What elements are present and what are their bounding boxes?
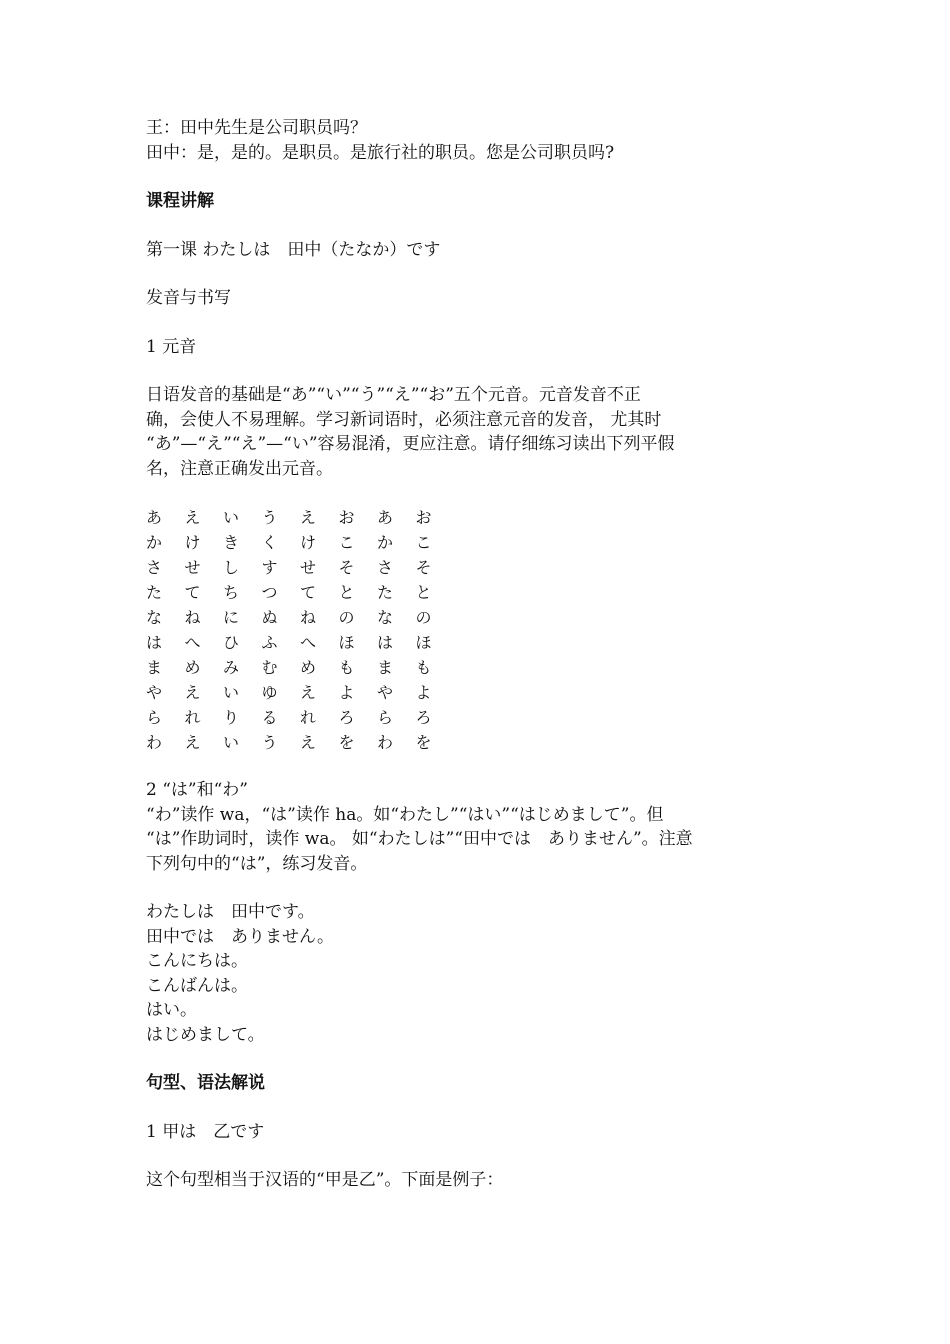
kana-cell: い [223, 683, 240, 702]
kana-cell: た [146, 583, 163, 602]
kana-cell: み [223, 658, 240, 677]
kana-cell: か [146, 533, 163, 552]
practice-sentence: こんにちは。 [146, 951, 248, 971]
pattern-heading: 1 甲は 乙です [146, 1121, 265, 1142]
kana-cell: す [261, 558, 278, 577]
kana-cell: へ [300, 633, 317, 652]
kana-cell: と [415, 583, 432, 602]
practice-sentence: わたしは 田中です。 [146, 902, 315, 922]
kana-cell: あ [377, 508, 394, 527]
kana-cell: え [300, 733, 317, 752]
kana-cell: に [223, 608, 240, 627]
kana-cell: ぬ [261, 608, 278, 627]
practice-sentence-list [146, 900, 816, 1047]
kana-cell: ら [146, 708, 163, 727]
vowel-heading: 1 元音 [146, 336, 197, 357]
paragraph-line: 日语发音的基础是“あ”“い”“う”“え”“お”五个元音。元音发音不正 [146, 385, 641, 405]
kana-cell: わ [377, 733, 394, 752]
section-heading-lesson-explanation: 课程讲解 [146, 191, 214, 211]
kana-cell: あ [146, 508, 163, 527]
kana-cell: し [223, 558, 240, 577]
kana-cell: ほ [415, 633, 432, 652]
kana-cell: の [415, 608, 432, 627]
kana-cell: む [261, 658, 278, 677]
pronunciation-title: 发音与书写 [146, 288, 231, 308]
kana-cell: り [223, 708, 240, 727]
lesson-title: 第一课 わたしは 田中（たなか）です [146, 239, 441, 260]
practice-sentence: こんばんは。 [146, 975, 248, 996]
kana-cell: え [184, 683, 201, 702]
kana-cell: は [377, 633, 394, 652]
kana-cell: よ [338, 683, 355, 702]
kana-cell: さ [146, 558, 163, 577]
paragraph-line: 确，会使人不易理解。学习新词语时，必须注意元音的发音， 尤其时 [146, 409, 662, 430]
paragraph-line: 名，注意正确发出元音。 [146, 458, 333, 479]
kana-cell: や [146, 683, 163, 702]
kana-cell: え [184, 733, 201, 752]
kana-cell: そ [415, 558, 432, 577]
kana-cell: こ [338, 533, 355, 552]
kana-cell: え [300, 683, 317, 702]
kana-cell: の [338, 608, 355, 627]
kana-cell: か [377, 533, 394, 552]
kana-cell: を [338, 733, 355, 752]
kana-cell: ま [146, 658, 163, 677]
vowel-paragraph [146, 383, 811, 481]
kana-cell: く [261, 533, 278, 552]
kana-cell: そ [338, 558, 355, 577]
paragraph-line: “あ”—“え”“え”—“い”容易混淆，更应注意。请仔细练习读出下列平假 [146, 434, 675, 454]
kana-cell: う [261, 733, 278, 752]
kana-cell: せ [184, 558, 201, 577]
kana-cell: ほ [338, 633, 355, 652]
kana-practice-table [146, 505, 816, 755]
kana-cell: て [184, 583, 201, 602]
kana-cell: け [300, 533, 317, 552]
kana-cell: め [300, 658, 317, 677]
kana-cell: ら [377, 708, 394, 727]
kana-cell: わ [146, 733, 163, 752]
kana-cell: さ [377, 558, 394, 577]
ha-wa-heading: 2 “は”和“わ” [146, 780, 248, 800]
kana-cell: を [415, 733, 432, 752]
kana-cell: ま [377, 658, 394, 677]
kana-cell: え [184, 508, 201, 527]
kana-cell: れ [184, 708, 201, 727]
kana-cell: ゆ [261, 683, 278, 702]
kana-cell: め [184, 658, 201, 677]
kana-cell: う [261, 508, 278, 527]
kana-cell: な [146, 608, 163, 627]
kana-cell: ち [223, 583, 240, 602]
paragraph-line: “わ”读作 wa，“は”读作 ha。如“わたし”“はい”“はじめまして”。但 [146, 804, 664, 825]
kana-cell: れ [300, 708, 317, 727]
kana-cell: と [338, 583, 355, 602]
kana-cell: ろ [338, 708, 355, 727]
kana-cell: て [300, 583, 317, 602]
kana-cell: お [415, 508, 432, 527]
paragraph-line: “は”作助词时，读作 wa。 如“わたしは”“田中では ありません”。注意 [146, 829, 693, 849]
kana-cell: こ [415, 533, 432, 552]
kana-cell: ね [300, 608, 317, 627]
dialogue-line-tanaka: 田中：是，是的。是职员。是旅行社的职员。您是公司职员吗? [146, 142, 615, 163]
kana-cell: た [377, 583, 394, 602]
kana-cell: ろ [415, 708, 432, 727]
dialogue-line-wang: 王：田中先生是公司职员吗？ [146, 118, 367, 138]
section-heading-grammar: 句型、语法解说 [146, 1073, 265, 1093]
kana-cell: き [223, 533, 240, 552]
ha-wa-paragraph [146, 803, 811, 877]
practice-sentence: 田中では ありません。 [146, 926, 335, 947]
kana-cell: や [377, 683, 394, 702]
kana-cell: ひ [223, 633, 240, 652]
kana-cell: も [415, 658, 432, 677]
kana-cell: な [377, 608, 394, 627]
kana-cell: へ [184, 633, 201, 652]
kana-cell: い [223, 733, 240, 752]
kana-cell: け [184, 533, 201, 552]
kana-cell: も [338, 658, 355, 677]
kana-cell: は [146, 633, 163, 652]
kana-cell: つ [261, 583, 278, 602]
pattern-paragraph: 这个句型相当于汉语的“甲是乙”。下面是例子： [146, 1170, 504, 1190]
kana-cell: ふ [261, 633, 278, 652]
kana-cell: せ [300, 558, 317, 577]
practice-sentence: はじめまして。 [146, 1024, 265, 1045]
kana-cell: い [223, 508, 240, 527]
paragraph-line: 下列句中的“は”，练习发音。 [146, 853, 368, 874]
kana-cell: え [300, 508, 317, 527]
document-page [146, 116, 816, 1193]
kana-cell: よ [415, 683, 432, 702]
practice-sentence: はい。 [146, 1000, 197, 1020]
kana-cell: お [338, 508, 355, 527]
kana-cell: る [261, 708, 278, 727]
kana-cell: ね [184, 608, 201, 627]
